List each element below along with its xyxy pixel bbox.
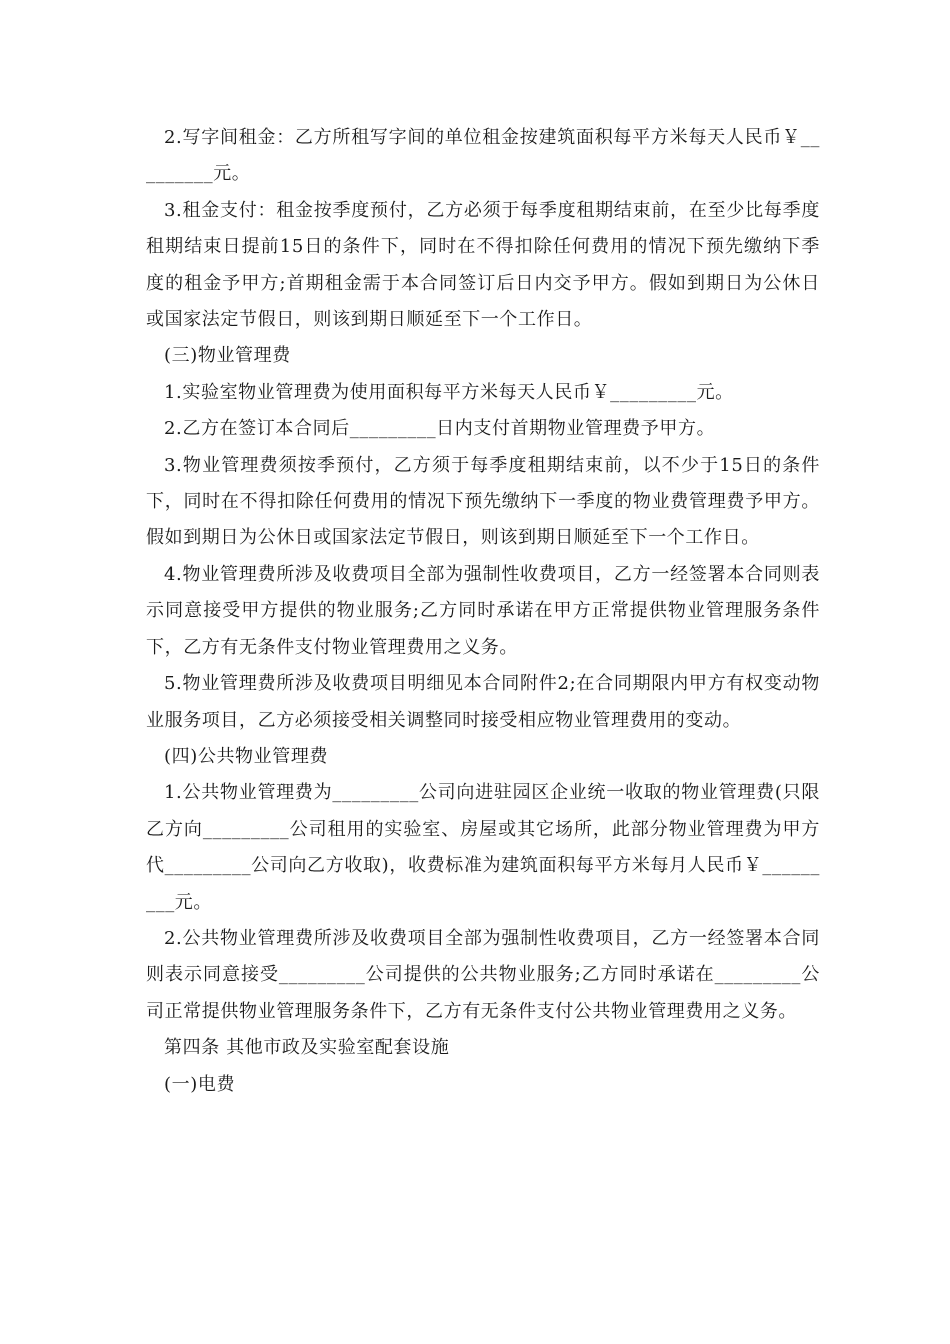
paragraph-fee-items-detail: 5.物业管理费所涉及收费项目明细见本合同附件2;在合同期限内甲方有权变动物业服务项目，乙方必须接受相关调整同时接受相应物业管理费用的变动。 [146,673,820,731]
section-heading-property-fee: (三)物业管理费 [164,345,291,367]
article-heading-article-four: 第四条 其他市政及实验室配套设施 [164,1037,450,1059]
paragraph-public-fee-mandatory: 2.公共物业管理费所涉及收费项目全部为强制性收费项目，乙方一经签署本合同则表示同意接受_________公司提供的公共物业服务;乙方同时承诺在_________公司正常提供物业管理服务条件下，乙方有无条件支付公共物业管理费用之义务。 [146,927,820,1022]
section-heading-electricity: (一)电费 [164,1073,236,1095]
paragraph-lab-property-fee: 1.实验室物业管理费为使用面积每平方米每天人民币￥_________元。 [164,381,734,403]
section-heading-public-property-fee: (四)公共物业管理费 [164,745,329,767]
paragraph-property-fee-prepay: 3.物业管理费须按季预付，乙方须于每季度租期结束前，以不少于15日的条件下，同时在不得扣除任何费用的情况下预先缴纳下一季度的物业费管理费予甲方。假如到期日为公休日或国家法定节假日，则该到期日顺延至下一个工作日。 [146,454,820,549]
paragraph-first-property-fee: 2.乙方在签订本合同后_________日内支付首期物业管理费予甲方。 [164,418,716,440]
paragraph-rent-payment: 3.租金支付：租金按季度预付，乙方必须于每季度租期结束前，在至少比每季度租期结束日提前15日的条件下，同时在不得扣除任何费用的情况下预先缴纳下季度的租金予甲方;首期租金需于本合同签订后日内交予甲方。假如到期日为公休日或国家法定节假日，则该到期日顺延至下一个工作日。 [146,199,820,331]
paragraph-public-fee-definition: 1.公共物业管理费为_________公司向进驻园区企业统一收取的物业管理费(只限乙方向_________公司租用的实验室、房屋或其它场所，此部分物业管理费为甲方代_________公司向乙方收取)，收费标准为建筑面积每平方米每月人民币￥_________元。 [146,782,820,913]
paragraph-mandatory-items: 4.物业管理费所涉及收费项目全部为强制性收费项目，乙方一经签署本合同则表示同意接受甲方提供的物业服务;乙方同时承诺在甲方正常提供物业管理服务条件下，乙方有无条件支付物业管理费用之义务。 [146,563,820,658]
paragraph-office-rent: 2.写字间租金：乙方所租写字间的单位租金按建筑面积每平方米每天人民币￥_________元。 [146,127,820,185]
